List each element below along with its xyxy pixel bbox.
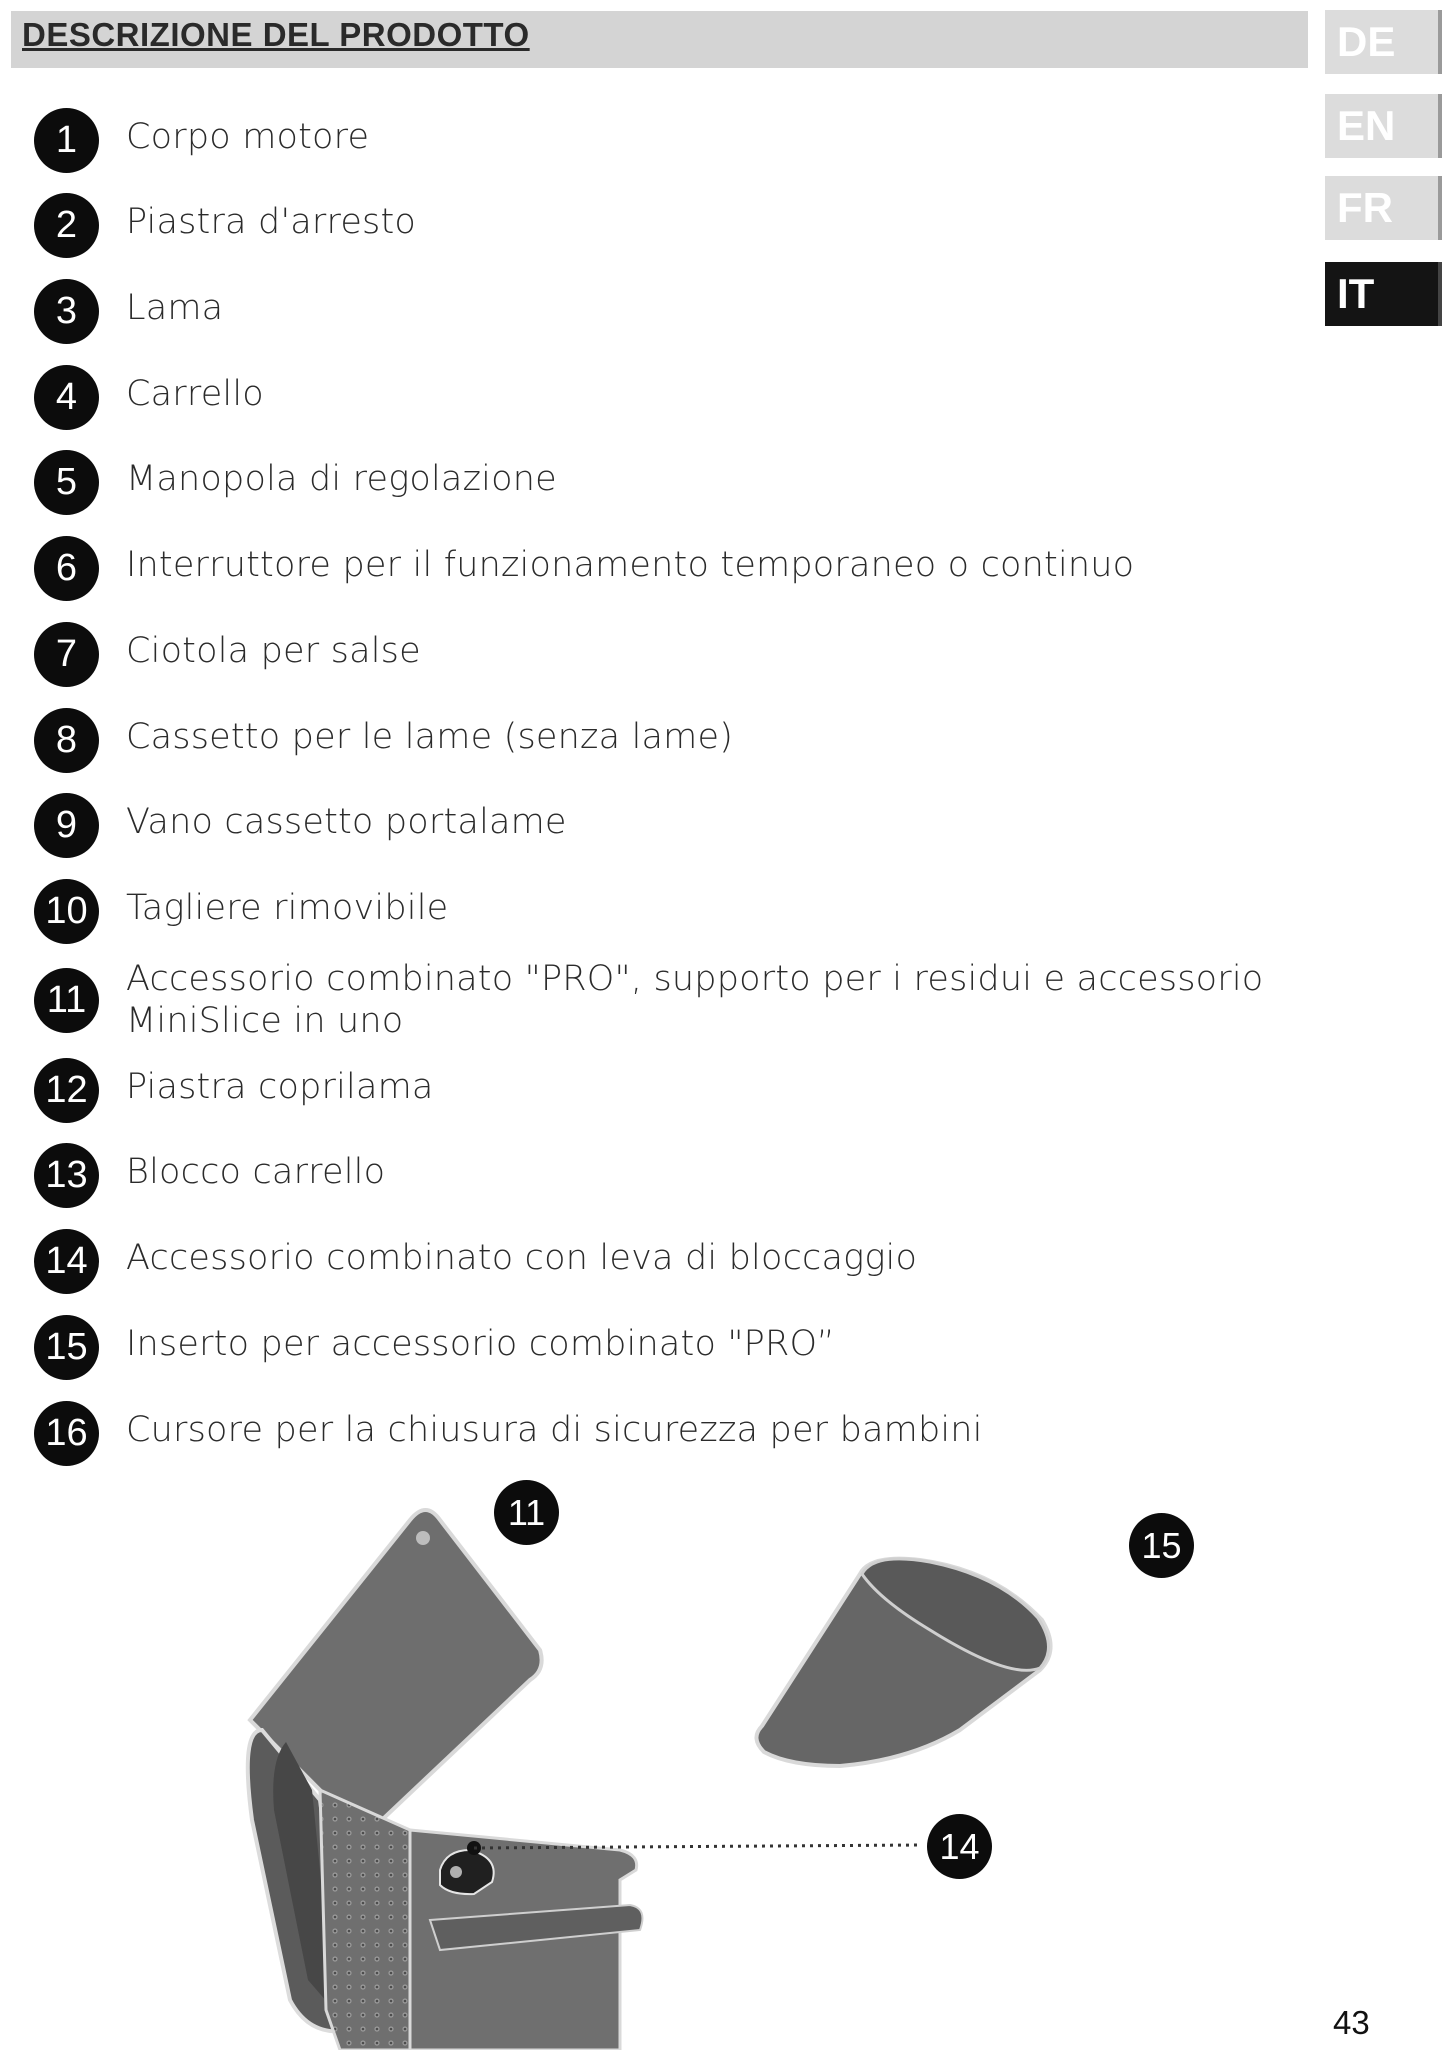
item-number-badge: 16 [34, 1401, 99, 1466]
callout-badge: 14 [927, 1814, 992, 1879]
language-tab-fr[interactable]: FR [1325, 176, 1442, 240]
item-number-badge: 13 [34, 1143, 99, 1208]
item-label: Ciotola per salse [126, 631, 421, 671]
item-number-badge: 12 [34, 1058, 99, 1123]
list-item [34, 879, 1284, 945]
callout-badge: 11 [494, 1480, 559, 1545]
item-label: Manopola di regolazione [126, 459, 557, 499]
page-number: 43 [1333, 2004, 1370, 2041]
callout-badge: 15 [1129, 1513, 1194, 1578]
list-item [34, 622, 1284, 688]
list-item [34, 1058, 1284, 1124]
section-title: DESCRIZIONE DEL PRODOTTO [22, 16, 530, 53]
list-item [34, 279, 1284, 345]
item-number-badge: 6 [34, 536, 99, 601]
item-label: Cassetto per le lame (senza lame) [126, 717, 734, 757]
list-item [34, 1315, 1284, 1381]
item-number-badge: 9 [34, 793, 99, 858]
item-number-badge: 4 [34, 365, 99, 430]
item-label: Accessorio combinato "PRO", supporto per i residui e accessorio MiniSlice in uno [126, 959, 1264, 1041]
combo-accessory-shape [248, 1510, 643, 2050]
list-item [34, 1229, 1284, 1295]
list-item [34, 793, 1284, 859]
item-label: Cursore per la chiusura di sicurezza per bambini [126, 1410, 983, 1450]
list-item [34, 1401, 1284, 1467]
item-label: Vano cassetto portalame [126, 802, 567, 842]
insert-shape [756, 1559, 1050, 1766]
item-label: Piastra coprilama [126, 1067, 434, 1107]
accessory-illustration [230, 1490, 1210, 2050]
item-number-badge: 5 [34, 450, 99, 515]
item-label: Tagliere rimovibile [126, 888, 449, 928]
list-item [34, 108, 1284, 174]
item-number-badge: 2 [34, 193, 99, 258]
list-item [34, 365, 1284, 431]
list-item [34, 708, 1284, 774]
language-tab-it[interactable]: IT [1325, 262, 1442, 326]
item-number-badge: 7 [34, 622, 99, 687]
language-tab-en[interactable]: EN [1325, 94, 1442, 158]
list-item [34, 450, 1284, 516]
item-label: Inserto per accessorio combinato "PRO” [126, 1324, 835, 1364]
item-label: Lama [126, 288, 224, 328]
item-number-badge: 15 [34, 1315, 99, 1380]
item-number-badge: 14 [34, 1229, 99, 1294]
list-item [34, 193, 1284, 259]
item-number-badge: 3 [34, 279, 99, 344]
item-number-badge: 1 [34, 108, 99, 173]
item-label: Carrello [126, 374, 264, 414]
item-number-badge: 10 [34, 879, 99, 944]
item-label: Corpo motore [126, 117, 370, 157]
list-item [34, 959, 1284, 1041]
item-number-badge: 8 [34, 708, 99, 773]
item-label: Blocco carrello [126, 1152, 386, 1192]
item-label: Accessorio combinato con leva di bloccaggio [126, 1238, 918, 1278]
item-label: Interruttore per il funzionamento temporaneo o continuo [126, 545, 1135, 585]
language-tab-de[interactable]: DE [1325, 10, 1442, 74]
item-number-badge: 11 [34, 968, 99, 1033]
list-item [34, 1143, 1284, 1209]
list-item [34, 536, 1284, 602]
item-label: Piastra d'arresto [126, 202, 417, 242]
